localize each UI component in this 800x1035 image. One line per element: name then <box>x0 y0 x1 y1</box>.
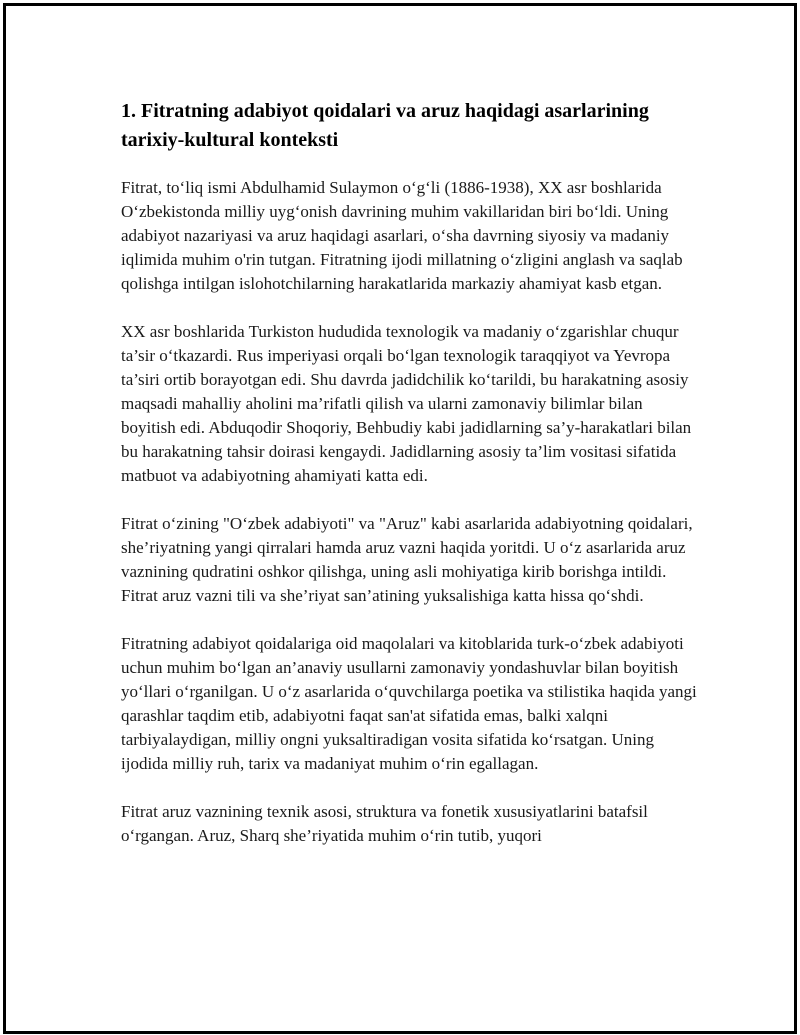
document-body <box>121 97 701 872</box>
paragraph-1: Fitrat, to‘liq ismi Abdulhamid Sulaymon o‘g‘li (1886-1938), XX asr boshlarida O‘zbekistonda milliy uyg‘onish davrining muhim vakillaridan biri bo‘ldi. Uning adabiyot nazariyasi va aruz haqidagi asarlari, o‘sha davrning siyosiy va madaniy iqlimida muhim o'rin tutgan. Fitratning ijodi millatning o‘zligini anglash va saqlab qolishga intilgan islohotchilarning harakatlarida markaziy ahamiyat kasb etgan. <box>121 178 683 293</box>
page-frame <box>3 3 797 1034</box>
paragraph-2: XX asr boshlarida Turkiston hududida texnologik va madaniy o‘zgarishlar chuqur ta’sir o‘tkazardi. Rus imperiyasi orqali bo‘lgan texnologik taraqqiyot va Yevropa ta’siri ortib borayotgan edi. Shu davrda jadidchilik ko‘tarildi, bu harakatning asosiy maqsadi mahalliy aholini ma’rifatli qilish va ularni zamonaviy bilimlar bilan boyitish edi. Abduqodir Shoqoriy, Behbudiy kabi jadidlarning sa’y-harakatlari bilan bu harakatning tahsir doirasi kengaydi. Jadidlarning asosiy ta’lim vositasi sifatida matbuot va adabiyotning ahamiyati katta edi. <box>121 322 692 485</box>
paragraph-3: Fitrat o‘zining "O‘zbek adabiyoti" va "Aruz" kabi asarlarida adabiyotning qoidalari, she’riyatning yangi qirralari hamda aruz vazni haqida yoritdi. U o‘z asarlarida aruz vaznining qudratini oshkor qilishga, uning asli mohiyatiga kirib borishga intildi. Fitrat aruz vazni tili va she’riyat san’atining yuksalishiga katta hissa qo‘shdi. <box>121 514 693 605</box>
section-heading: 1. Fitratning adabiyot qoidalari va aruz haqidagi asarlarining tarixiy-kultural konteksti <box>121 100 649 151</box>
paragraph-4: Fitratning adabiyot qoidalariga oid maqolalari va kitoblarida turk-o‘zbek adabiyoti uchun muhim bo‘lgan an’anaviy usullarni zamonaviy yondashuvlar bilan boyitish yo‘llari o‘rganilgan. U o‘z asarlarida o‘quvchilarga poetika va stilistika haqida yangi qarashlar taqdim etib, adabiyotni faqat san'at sifatida emas, balki xalqni tarbiyalaydigan, milliy ongni yuksaltiradigan vosita sifatida ko‘rsatgan. Uning ijodida milliy ruh, tarix va madaniyat muhim o‘rin egallagan. <box>121 634 697 773</box>
paragraph-5: Fitrat aruz vaznining texnik asosi, struktura va fonetik xususiyatlarini batafsil o‘rgangan. Aruz, Sharq she’riyatida muhim o‘rin tutib, yuqori <box>121 802 648 845</box>
